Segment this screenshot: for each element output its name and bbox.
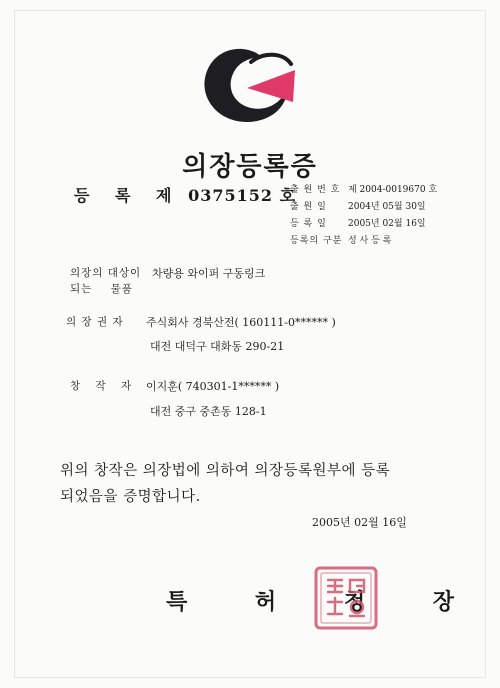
holder-label: 의 장 권 자: [66, 316, 124, 328]
registration-number: [74, 183, 296, 206]
meta-key: 등록의 구분: [290, 236, 343, 246]
meta-value: 제 2004-0019670 호: [348, 185, 438, 195]
meta-value: 2004년 05월 30일: [348, 202, 426, 212]
reg-label: 등 록 제: [74, 186, 182, 205]
creator-name: 이지훈( 740301-1****** ): [146, 380, 280, 393]
meta-row: [290, 216, 437, 233]
creator-label: 창 작 자: [70, 380, 138, 392]
holder-name: 주식회사 경북산전( 160111-0****** ): [146, 316, 336, 329]
meta-value: 성 사 등 록: [348, 236, 392, 246]
issuer-name: 특 허 청 장: [166, 589, 484, 615]
reg-suffix: 호: [279, 186, 297, 205]
meta-key: 출 원 번 호: [290, 185, 341, 195]
creator-address: 대전 중구 중촌동 128-1: [150, 405, 267, 418]
article-value: 차량용 와이퍼 구동링크: [152, 267, 266, 280]
meta-key: 출 원 일: [290, 202, 327, 212]
statement-line: 위의 창작은 의장법에 의하여 의장등록원부에 등록: [60, 463, 391, 479]
article-label-line1: 의장의 대상이: [70, 267, 142, 279]
kipo-logo-icon: [197, 38, 301, 128]
meta-row: [290, 233, 437, 250]
holder-address: 대전 대덕구 대화동 290-21: [150, 340, 285, 353]
article-label-line2: 되는 물품: [70, 283, 133, 295]
statement-line: 되었음을 증명합니다.: [60, 489, 201, 505]
registration-meta: [290, 182, 437, 250]
meta-value: 2005년 02월 16일: [348, 219, 426, 229]
reg-number: 0375152: [188, 186, 274, 205]
meta-row: [290, 182, 437, 199]
meta-key: 등 록 일: [290, 219, 327, 229]
meta-row: [290, 199, 437, 216]
issue-date: 2005년 02월 16일: [312, 516, 407, 529]
document-title: 의장등록증: [182, 152, 318, 182]
certification-statement: [60, 458, 390, 510]
official-seal-icon: [314, 566, 378, 630]
